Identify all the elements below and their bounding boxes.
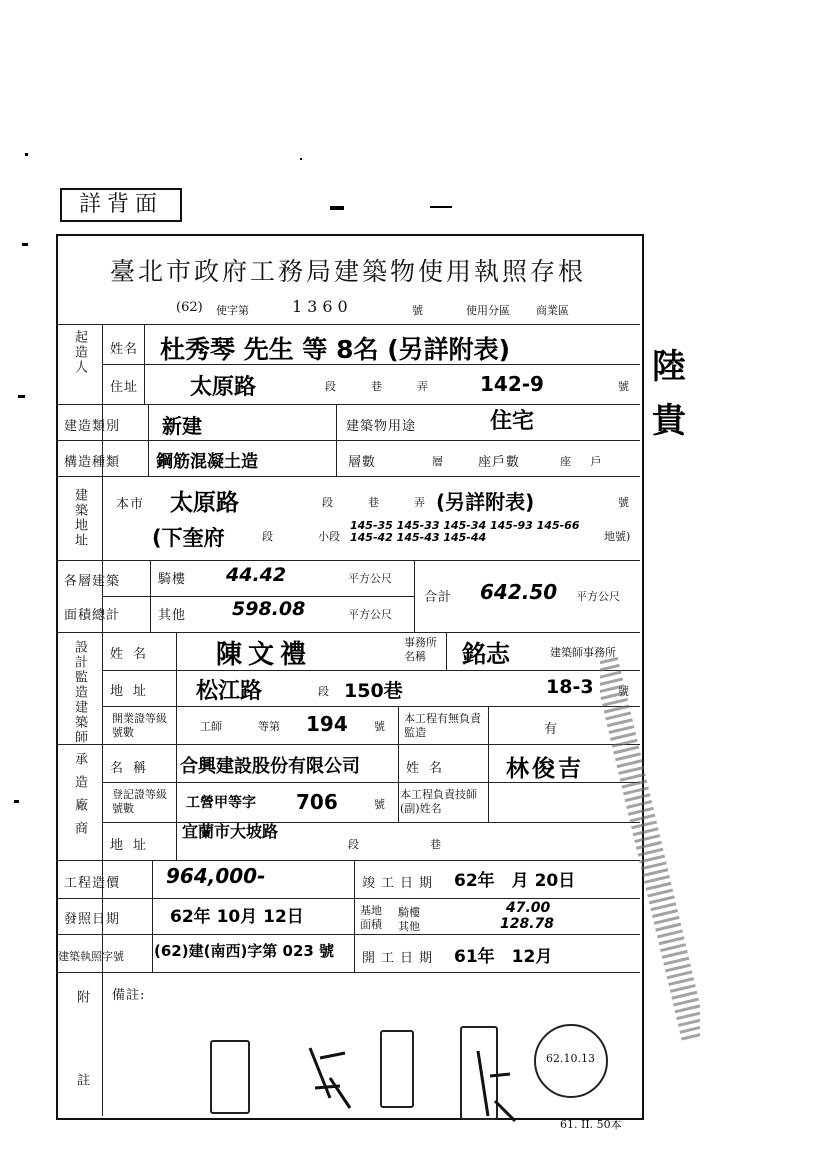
complete-date: 62年 月 20日 — [454, 871, 576, 891]
build-use-label: 建築物用途 — [346, 419, 417, 434]
floors-label: 層數 — [348, 455, 377, 470]
office-suffix: 建築師事務所 — [550, 646, 616, 659]
seal-date: 62.10.13 — [546, 1052, 595, 1065]
build-use: 住宅 — [490, 409, 535, 434]
contractor-person: 林俊吉 — [506, 756, 584, 782]
print-footer: 61. II. 50本 — [560, 1118, 622, 1131]
applicant-section-label: 起造人 — [72, 330, 87, 375]
site-section-label: 建築地址 — [72, 488, 87, 548]
diagonal-stamp-smudge — [600, 640, 700, 1100]
arcade-unit: 平方公尺 — [348, 572, 392, 585]
issue-date: 62年 10月 12日 — [170, 907, 304, 927]
architect-reg-number: 194 — [306, 712, 348, 736]
architect-reg-suffix: 號 — [374, 720, 385, 733]
total-unit: 平方公尺 — [576, 590, 620, 603]
contractor-addr-mid: 段 巷 — [348, 838, 471, 851]
site-lots: 145-35 145-33 145-34 145-93 145-66 145-42 145-43 145-44 — [350, 519, 580, 544]
architect-suffix: 號 — [618, 685, 629, 698]
site-city: 本市 — [116, 497, 145, 512]
architect-addr-mid: 段 — [318, 685, 329, 698]
scan-speck — [25, 153, 28, 156]
site-lot-suffix: 地號) — [604, 530, 631, 543]
area-section-b: 面積總計 — [64, 608, 121, 623]
handwritten-signature — [300, 1038, 360, 1116]
supervisor-value: 有 — [544, 722, 558, 737]
applicant-name-label: 姓名 — [110, 342, 139, 357]
contractor-reg-suffix: 號 — [374, 798, 385, 811]
adjacent-page-fragment: 陸貴 — [652, 347, 686, 441]
tech-label: 本工程負責技師(副)姓名 — [400, 788, 477, 815]
applicant-street: 太原路 — [190, 375, 257, 400]
site-sublot-label: 小段 — [318, 530, 340, 543]
seal-stamp — [380, 1030, 414, 1108]
notes-section-label: 附註 — [74, 990, 89, 1156]
contractor-addr: 宜蘭市大坡路 — [182, 822, 279, 841]
form-title: 臺北市政府工務局建築物使用執照存根 — [109, 257, 586, 286]
contractor-addr-label: 地址 — [110, 838, 157, 853]
base-arcade-value: 47.00 — [506, 900, 551, 916]
applicant-suffix: 號 — [618, 380, 629, 393]
site-suffix: 號 — [618, 496, 629, 509]
arcade-area: 44.42 — [226, 564, 287, 586]
applicant-addr-label: 住址 — [110, 380, 139, 395]
applicant-name: 杜秀琴 先生 等 8名 (另詳附表) — [160, 335, 511, 364]
license-number: 1360 — [292, 297, 353, 316]
start-date: 61年 12月 — [454, 947, 553, 967]
license-suffix: 號 — [412, 304, 423, 317]
site-district: (下奎府 — [152, 526, 225, 550]
site-note: (另詳附表) — [436, 490, 535, 514]
license-year: (62) — [176, 300, 203, 315]
scan-speck — [300, 158, 302, 160]
total-label: 合計 — [424, 590, 453, 605]
scan-speck — [14, 800, 19, 803]
site-lot-label: 段 — [262, 530, 273, 543]
total-area: 642.50 — [480, 580, 558, 604]
start-label: 開工日期 — [362, 951, 439, 966]
contractor-reg-class: 工營甲等字 — [186, 795, 256, 811]
scan-speck — [430, 206, 452, 208]
build-type-label: 建造類別 — [64, 419, 121, 434]
base-other-value: 128.78 — [500, 916, 555, 932]
units-value: 座 戶 — [560, 455, 610, 468]
zone-value: 商業區 — [536, 304, 569, 317]
base-arcade-label: 騎樓 — [398, 906, 420, 919]
applicant-addr-mid: 段 巷 弄 — [325, 380, 440, 393]
other-label: 其他 — [158, 608, 187, 623]
architect-addr-label: 地址 — [110, 684, 157, 699]
office-name: 銘志 — [462, 640, 510, 668]
other-unit: 平方公尺 — [348, 608, 392, 621]
other-area: 598.08 — [232, 598, 306, 620]
contractor-reg-label: 登記證等級號數 — [112, 788, 167, 815]
seal-stamp — [210, 1040, 250, 1114]
base-other-label: 其他 — [398, 920, 420, 933]
handwritten-signature — [470, 1046, 520, 1126]
contractor-name-label: 名稱 — [110, 761, 157, 776]
units-label: 座戶數 — [478, 455, 521, 470]
license-char: 使字第 — [216, 304, 249, 317]
architect-street: 松江路 — [196, 679, 263, 704]
permit-number: (62)建(南西)字第 023 號 — [154, 942, 335, 960]
base-label: 基地面積 — [360, 904, 382, 931]
cost-label: 工程造價 — [64, 876, 121, 891]
arcade-label: 騎樓 — [158, 572, 187, 587]
permit-label: 建築執照字號 — [58, 950, 124, 963]
contractor-person-label: 姓名 — [406, 761, 453, 776]
floors-unit: 層 — [432, 455, 443, 468]
contractor-name: 合興建設股份有限公司 — [180, 756, 360, 777]
site-street: 太原路 — [170, 490, 239, 516]
site-addr-mid: 段 巷 弄 — [322, 496, 437, 509]
supervisor-label: 本工程有無負責監造 — [404, 712, 481, 739]
architect-name: 陳文禮 — [216, 640, 313, 670]
office-label: 事務所名稱 — [404, 636, 437, 663]
build-type: 新建 — [162, 414, 202, 438]
scan-speck — [22, 243, 28, 246]
detail-back-tag: 詳背面 — [60, 188, 182, 222]
architect-section-label: 設計監造建築師 — [72, 640, 87, 745]
contractor-section-label: 承造廠商 — [72, 752, 87, 844]
architect-reg-char: 等第 — [258, 720, 280, 733]
struct-label: 構造種類 — [64, 455, 121, 470]
struct-value: 鋼筋混凝土造 — [156, 452, 258, 472]
architect-number: 18-3 — [546, 676, 594, 698]
architect-lane: 150巷 — [344, 680, 403, 702]
scan-speck — [330, 206, 344, 210]
zone-label: 使用分區 — [466, 304, 510, 317]
issue-label: 發照日期 — [64, 912, 121, 927]
contractor-reg-number: 706 — [296, 790, 338, 814]
architect-name-label: 姓名 — [110, 647, 157, 662]
architect-reg-prefix: 工師 — [200, 720, 222, 733]
complete-label: 竣工日期 — [362, 876, 439, 891]
scan-speck — [18, 395, 25, 398]
applicant-number: 142-9 — [480, 372, 544, 396]
area-section-a: 各層建築 — [64, 574, 121, 589]
architect-reg-label: 開業證等級號數 — [112, 712, 167, 739]
cost-value: 964,000- — [166, 864, 266, 888]
remarks-label: 備註: — [112, 988, 146, 1003]
